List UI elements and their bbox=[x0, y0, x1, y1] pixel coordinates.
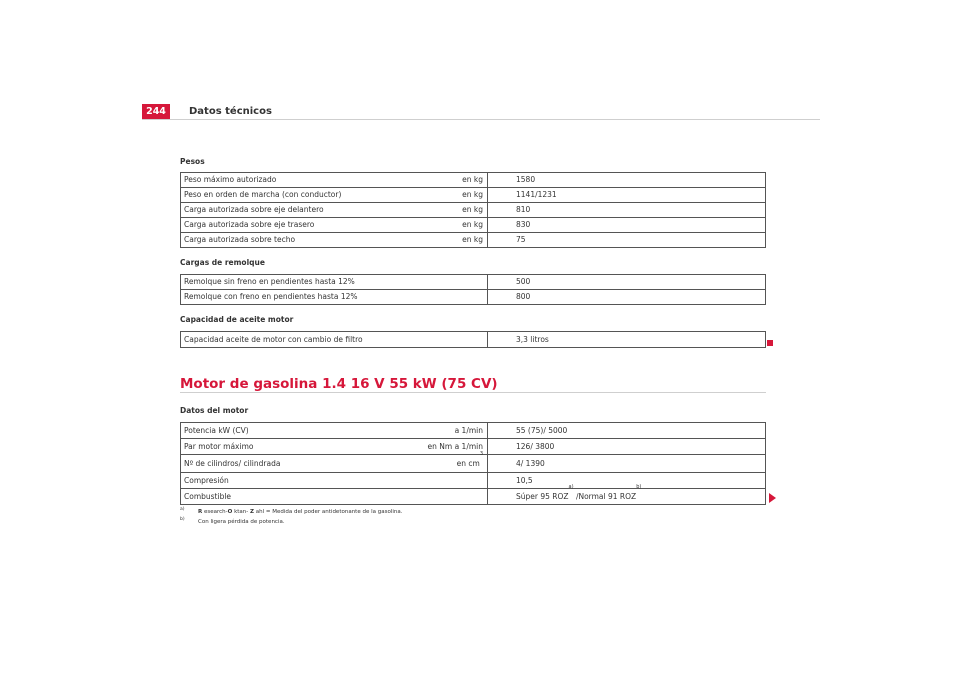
table-row bbox=[181, 455, 766, 473]
pesos-table bbox=[180, 172, 766, 248]
row-unit: en kg bbox=[401, 233, 488, 248]
pesos-title: Pesos bbox=[180, 157, 205, 166]
fuel-value-b: /Normal 91 ROZ bbox=[573, 492, 637, 501]
footnote-a-r: R bbox=[198, 509, 203, 515]
row-value: 10,5 bbox=[488, 473, 766, 489]
row-unit: en kg bbox=[401, 188, 488, 203]
row-unit: en kg bbox=[401, 218, 488, 233]
row-unit: en kg bbox=[401, 203, 488, 218]
fuel-footnote-ref-b: b) bbox=[636, 484, 642, 490]
section-end-marker bbox=[767, 340, 773, 346]
row-value: 75 bbox=[488, 233, 766, 248]
row-label: Carga autorizada sobre eje delantero bbox=[181, 203, 402, 218]
motor-heading-divider bbox=[180, 392, 766, 393]
table-row bbox=[181, 332, 766, 348]
row-value: 55 (75)/ 5000 bbox=[488, 423, 766, 439]
row-value: 810 bbox=[488, 203, 766, 218]
motor-table bbox=[180, 422, 766, 505]
continue-arrow-icon bbox=[769, 493, 776, 503]
footnote-b-mark: b) bbox=[180, 517, 185, 522]
table-row bbox=[181, 473, 766, 489]
row-label: Capacidad aceite de motor con cambio de filtro bbox=[181, 332, 488, 348]
aceite-title: Capacidad de aceite motor bbox=[180, 315, 294, 324]
table-row bbox=[181, 188, 766, 203]
unit-text: en cm bbox=[456, 459, 480, 468]
row-label: Remolque con freno en pendientes hasta 12% bbox=[181, 290, 488, 305]
row-label: Par motor máximo bbox=[181, 439, 402, 455]
row-label: Compresión bbox=[181, 473, 402, 489]
row-label: Potencia kW (CV) bbox=[181, 423, 402, 439]
table-row bbox=[181, 275, 766, 290]
table-row bbox=[181, 290, 766, 305]
row-value: 830 bbox=[488, 218, 766, 233]
footnote-a-z: Z bbox=[250, 509, 255, 515]
footnote-a-text-2: ktan- bbox=[232, 509, 251, 515]
row-label: Nº de cilindros/ cilindrada bbox=[181, 455, 402, 473]
table-row bbox=[181, 218, 766, 233]
table-row bbox=[181, 173, 766, 188]
row-value: 4/ 1390 bbox=[488, 455, 766, 473]
table-row bbox=[181, 489, 766, 505]
footnote-b bbox=[180, 518, 285, 526]
remolque-table bbox=[180, 274, 766, 305]
row-unit: en kg bbox=[401, 173, 488, 188]
row-label: Carga autorizada sobre techo bbox=[181, 233, 402, 248]
fuel-value-a: Súper 95 ROZ bbox=[516, 492, 569, 501]
row-label: Carga autorizada sobre eje trasero bbox=[181, 218, 402, 233]
row-value: 500 bbox=[488, 275, 766, 290]
unit-superscript: 3 bbox=[479, 451, 483, 457]
row-unit: en Nm a 1/min bbox=[401, 439, 488, 455]
row-value: 3,3 litros bbox=[488, 332, 766, 348]
row-unit bbox=[401, 451, 488, 473]
page-title: Datos técnicos bbox=[189, 106, 272, 117]
footnote-a-text-1: esearch- bbox=[202, 509, 228, 515]
table-row bbox=[181, 233, 766, 248]
remolque-title: Cargas de remolque bbox=[180, 258, 265, 267]
motor-heading: Motor de gasolina 1.4 16 V 55 kW (75 CV) bbox=[180, 376, 498, 392]
motor-subtitle: Datos del motor bbox=[180, 406, 249, 415]
row-value: 1141/1231 bbox=[488, 188, 766, 203]
row-label: Combustible bbox=[181, 489, 402, 505]
row-value: 126/ 3800 bbox=[488, 439, 766, 455]
row-value bbox=[488, 484, 766, 505]
table-row bbox=[181, 423, 766, 439]
table-row bbox=[181, 203, 766, 218]
footnote-a-o: O bbox=[227, 509, 233, 515]
row-value: 800 bbox=[488, 290, 766, 305]
aceite-table bbox=[180, 331, 766, 348]
row-label: Remolque sin freno en pendientes hasta 12% bbox=[181, 275, 488, 290]
row-label: Peso máximo autorizado bbox=[181, 173, 402, 188]
footnote-a-text-3: ahl = Medida del poder antidetonante de la gasolina. bbox=[254, 509, 403, 515]
row-value: 1580 bbox=[488, 173, 766, 188]
header-divider bbox=[142, 119, 820, 120]
footnote-a bbox=[180, 508, 403, 516]
row-unit: a 1/min bbox=[401, 423, 488, 439]
footnote-a-mark: a) bbox=[180, 507, 185, 512]
table-row bbox=[181, 439, 766, 455]
row-label: Peso en orden de marcha (con conductor) bbox=[181, 188, 402, 203]
fuel-footnote-ref-a: a) bbox=[568, 484, 574, 490]
row-unit bbox=[401, 473, 488, 489]
row-unit bbox=[401, 489, 488, 505]
footnote-b-text: Con ligera pérdida de potencia. bbox=[198, 519, 285, 525]
page-number: 244 bbox=[142, 104, 170, 120]
